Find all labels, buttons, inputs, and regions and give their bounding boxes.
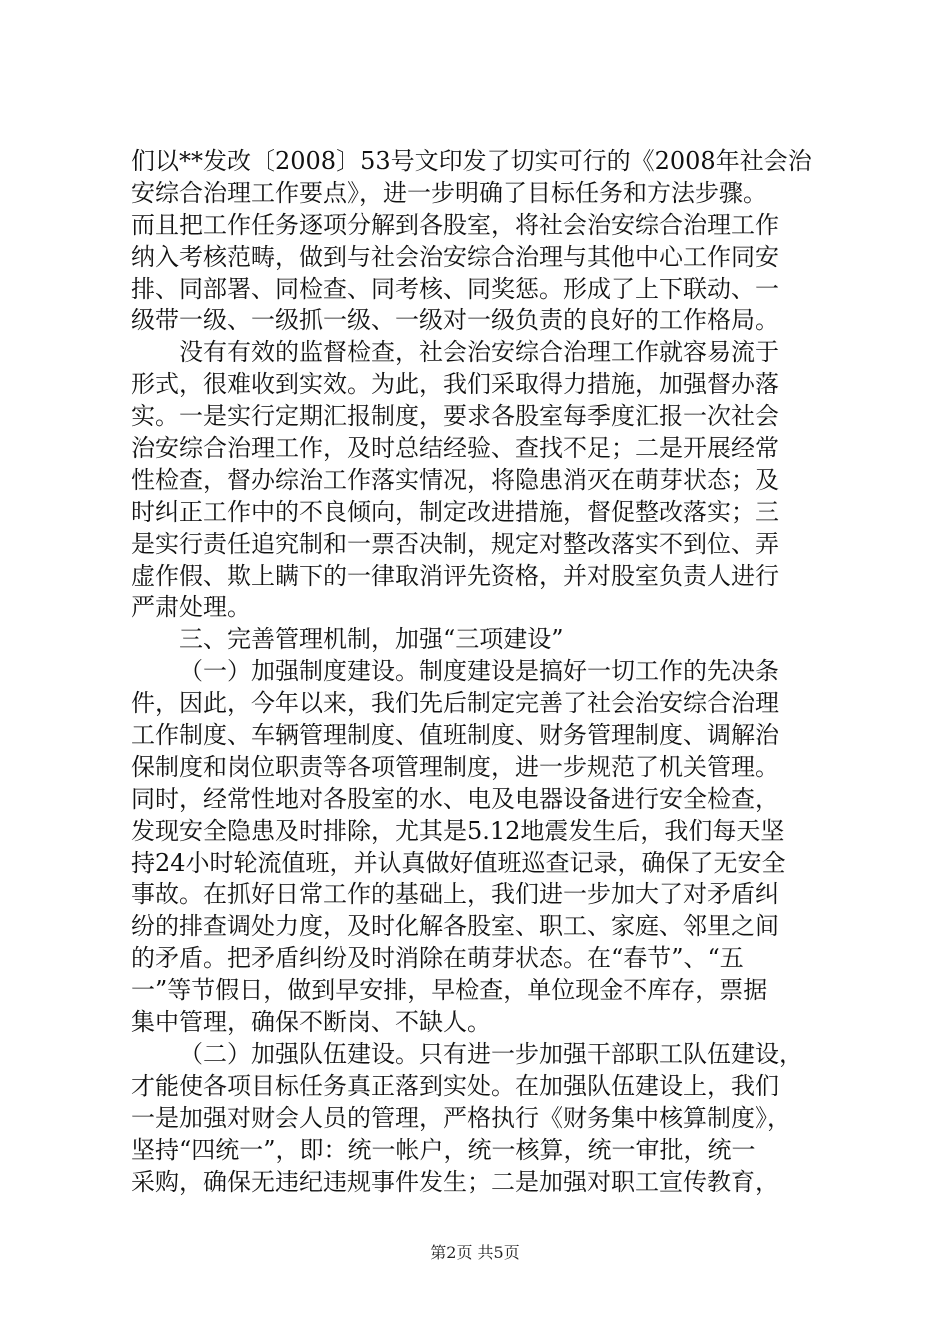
- text-line: 治安综合治理工作，及时总结经验、查找不足；二是开展经常: [131, 434, 779, 463]
- text-line: 形式，很难收到实效。为此，我们采取得力措施，加强督办落: [131, 370, 779, 399]
- text-line: 的矛盾。把矛盾纠纷及时消除在萌芽状态。在“春节”、“五: [131, 944, 744, 973]
- page-number: 第2页 共5页: [430, 1243, 520, 1262]
- text-line: 保制度和岗位职责等各项管理制度，进一步规范了机关管理。: [131, 752, 779, 781]
- text-line: 事故。在抓好日常工作的基础上，我们进一步加大了对矛盾纠: [131, 880, 779, 909]
- text-line: 性检查，督办综治工作落实情况，将隐患消灭在萌芽状态；及: [131, 465, 779, 494]
- text-line: 件，因此，今年以来，我们先后制定完善了社会治安综合治理: [131, 689, 779, 718]
- text-line: 集中管理，确保不断岗、不缺人。: [131, 1008, 491, 1037]
- text-line: 级带一级、一级抓一级、一级对一级负责的良好的工作格局。: [131, 306, 779, 335]
- section-heading: 三、完善管理机制，加强“三项建设”: [179, 625, 564, 654]
- text-line: 持24小时轮流值班，并认真做好值班巡查记录，确保了无安全: [131, 848, 786, 877]
- text-line: 纳入考核范畴，做到与社会治安综合治理与其他中心工作同安: [131, 242, 779, 271]
- text-line: 时纠正工作中的不良倾向，制定改进措施，督促整改落实；三: [131, 497, 779, 526]
- text-line: 是实行责任追究制和一票否决制，规定对整改落实不到位、弄: [131, 529, 779, 558]
- text-line: 采购，确保无违纪违规事件发生；二是加强对职工宣传教育，: [131, 1167, 779, 1196]
- text-line: 一是加强对财会人员的管理，严格执行《财务集中核算制度》，: [131, 1103, 791, 1132]
- text-line: 们以**发改〔2008〕53号文印发了切实可行的《2008年社会治: [131, 147, 812, 175]
- text-line: 发现安全隐患及时排除，尤其是5.12地震发生后，我们每天坚: [131, 816, 785, 845]
- text-line: 一”等节假日，做到早安排，早检查，单位现金不库存，票据: [131, 976, 768, 1005]
- paragraph-start-line: （二）加强队伍建设。只有进一步加强干部职工队伍建设，: [179, 1039, 803, 1068]
- text-line: 安综合治理工作要点》，进一步明确了目标任务和方法步骤。: [131, 178, 767, 207]
- text-line: 工作制度、车辆管理制度、值班制度、财务管理制度、调解治: [131, 721, 779, 750]
- paragraph-start-line: （一）加强制度建设。制度建设是搞好一切工作的先决条: [179, 657, 779, 686]
- page-footer: [0, 1243, 950, 1263]
- document-body: [131, 146, 831, 1198]
- paragraph-start-line: 没有有效的监督检查，社会治安综合治理工作就容易流于: [179, 338, 779, 367]
- text-line: 纷的排查调处力度，及时化解各股室、职工、家庭、邻里之间: [131, 912, 779, 941]
- text-line: 排、同部署、同检查、同考核、同奖惩。形成了上下联动、一: [131, 274, 779, 303]
- text-line: 严肃处理。: [131, 593, 251, 622]
- text-line: 实。一是实行定期汇报制度，要求各股室每季度汇报一次社会: [131, 402, 779, 431]
- text-line: 才能使各项目标任务真正落到实处。在加强队伍建设上，我们: [131, 1071, 779, 1100]
- text-line: 同时，经常性地对各股室的水、电及电器设备进行安全检查，: [131, 784, 779, 813]
- text-line: 而且把工作任务逐项分解到各股室，将社会治安综合治理工作: [131, 210, 779, 239]
- text-line: 坚持“四统一”，即：统一帐户，统一核算，统一审批，统一: [131, 1135, 756, 1164]
- text-line: 虚作假、欺上瞒下的一律取消评先资格，并对股室负责人进行: [131, 561, 779, 590]
